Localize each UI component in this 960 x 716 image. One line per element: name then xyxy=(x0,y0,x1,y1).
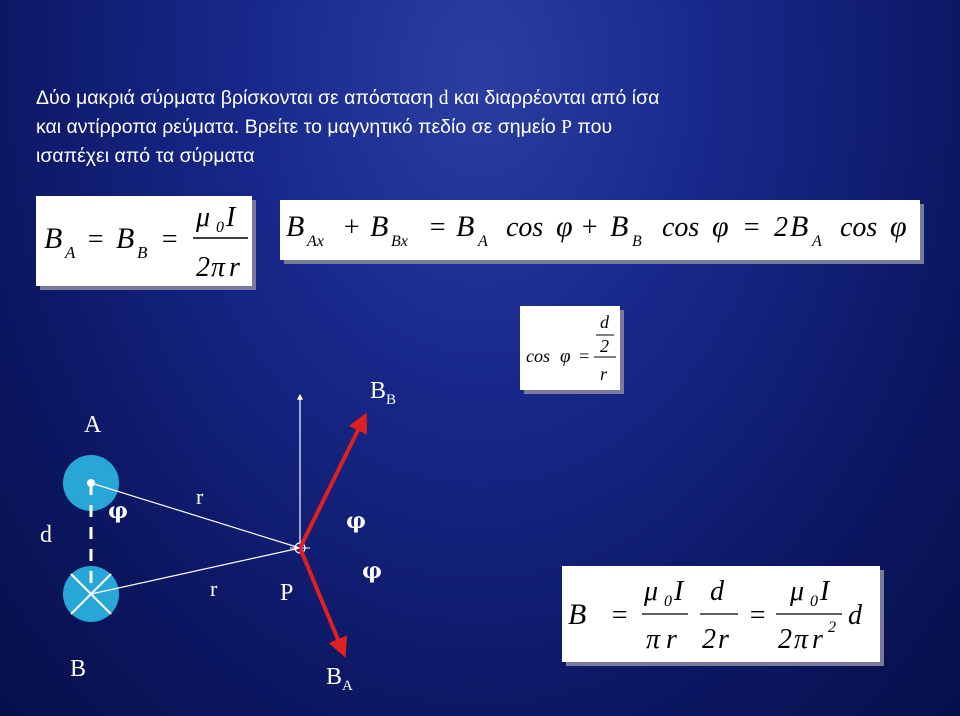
eq2-sub-b: B xyxy=(632,233,642,250)
eq2-phi-1: φ xyxy=(556,210,573,243)
label-wire-b: B xyxy=(70,656,87,682)
eq1-r: r xyxy=(229,252,240,283)
eq3-cos: cos xyxy=(526,346,550,366)
eq2-equals-2: = xyxy=(742,212,761,243)
eq2-b-1: B xyxy=(286,210,305,243)
eq1-current: I xyxy=(226,202,236,233)
eq4-b: B xyxy=(568,598,587,631)
eq4-mu-1: μ xyxy=(644,576,659,607)
eq2-plus-1: + xyxy=(342,212,361,243)
eq2-equals-1: = xyxy=(428,212,447,243)
label-distance-d: d xyxy=(40,522,52,548)
eq3-d: d xyxy=(600,312,609,332)
label-ba-main: B xyxy=(326,664,343,690)
eq4-current-1: I xyxy=(674,576,684,607)
eq4-d-2: d xyxy=(848,600,862,631)
eq3-two: 2 xyxy=(600,336,609,356)
eq4-equals-2: = xyxy=(748,600,767,631)
label-point-p: P xyxy=(280,580,294,606)
eq2-phi-2: φ xyxy=(712,210,729,243)
label-bb-sub: B xyxy=(386,391,397,408)
problem-line3: ισαπέχει από τα σύρματα xyxy=(36,145,255,167)
eq2-sub-bx: Bx xyxy=(391,233,408,250)
eq3-equals: = xyxy=(578,346,591,366)
angle-phi-lower: φ xyxy=(362,558,382,584)
eq4-pi-1: π xyxy=(646,624,661,655)
eq2-b-5: B xyxy=(790,210,809,243)
eq4-r-1: r xyxy=(666,624,677,655)
angle-phi-upper: φ xyxy=(346,508,366,534)
eq4-zero-1: 0 xyxy=(664,593,672,610)
eq4-two-2: 2 xyxy=(778,624,792,655)
vector-ba xyxy=(300,548,344,654)
eq4-two-1: 2 xyxy=(702,624,716,655)
eq4-r-2: r xyxy=(718,624,729,655)
label-r-bottom: r xyxy=(210,576,218,601)
eq1-pi: π xyxy=(211,252,226,283)
eq2-sub-a-1: A xyxy=(478,233,488,250)
eq1-equals-2: = xyxy=(160,224,179,255)
eq2-two: 2 xyxy=(774,212,788,243)
eq2-plus-2: + xyxy=(580,212,599,243)
eq2-cos-3: cos xyxy=(840,212,878,243)
eq2-cos-2: cos xyxy=(662,212,700,243)
eq1-b-b: B xyxy=(116,222,135,255)
label-vector-bb xyxy=(370,378,396,409)
eq1-b-a: B xyxy=(44,222,63,255)
eq2-sub-ax: Ax xyxy=(307,233,324,250)
angle-phi-wire: φ xyxy=(108,498,128,524)
label-r-top: r xyxy=(196,484,204,509)
eq4-pi-2: π xyxy=(794,624,809,655)
eq3-r: r xyxy=(600,364,608,384)
eq2-b-4: B xyxy=(610,210,629,243)
eq2-b-2: B xyxy=(370,210,389,243)
problem-line2-a: και αντίρροπα ρεύματα. Βρείτε το μαγνητικό πεδίο σε σημείο xyxy=(36,116,562,138)
label-vector-ba xyxy=(326,664,353,695)
eq4-r-3: r xyxy=(812,624,823,655)
eq4-d-1: d xyxy=(710,576,724,607)
label-bb-main: B xyxy=(370,378,387,404)
eq2-phi-3: φ xyxy=(890,210,907,243)
problem-symbol-p: P xyxy=(561,117,573,138)
problem-line1-b: και διαρρέονται από ίσα xyxy=(448,87,660,109)
eq2-b-3: B xyxy=(456,210,475,243)
eq4-zero-2: 0 xyxy=(810,593,818,610)
eq4-mu-2: μ xyxy=(790,576,805,607)
line-wire-b-to-p xyxy=(91,548,300,594)
problem-line1-a: Δύο μακριά σύρματα βρίσκονται σε απόσταση xyxy=(36,87,439,109)
eq1-zero: 0 xyxy=(216,219,224,236)
eq1-equals-1: = xyxy=(86,224,105,255)
eq1-mu: μ xyxy=(196,202,211,233)
eq3-phi: φ xyxy=(560,346,571,367)
eq1-two: 2 xyxy=(196,252,210,283)
label-wire-a: A xyxy=(84,412,102,438)
eq2-sub-a-2: A xyxy=(812,233,822,250)
eq4-current-2: I xyxy=(820,576,830,607)
problem-line2-b: που xyxy=(572,116,613,138)
problem-symbol-d: d xyxy=(438,88,449,109)
eq4-equals-1: = xyxy=(610,600,629,631)
eq2-cos-1: cos xyxy=(506,212,544,243)
eq4-two-sq: 2 xyxy=(828,619,836,636)
eq1-sub-a: A xyxy=(65,243,76,262)
eq1-sub-b: B xyxy=(137,243,148,262)
label-ba-sub: A xyxy=(342,677,353,694)
